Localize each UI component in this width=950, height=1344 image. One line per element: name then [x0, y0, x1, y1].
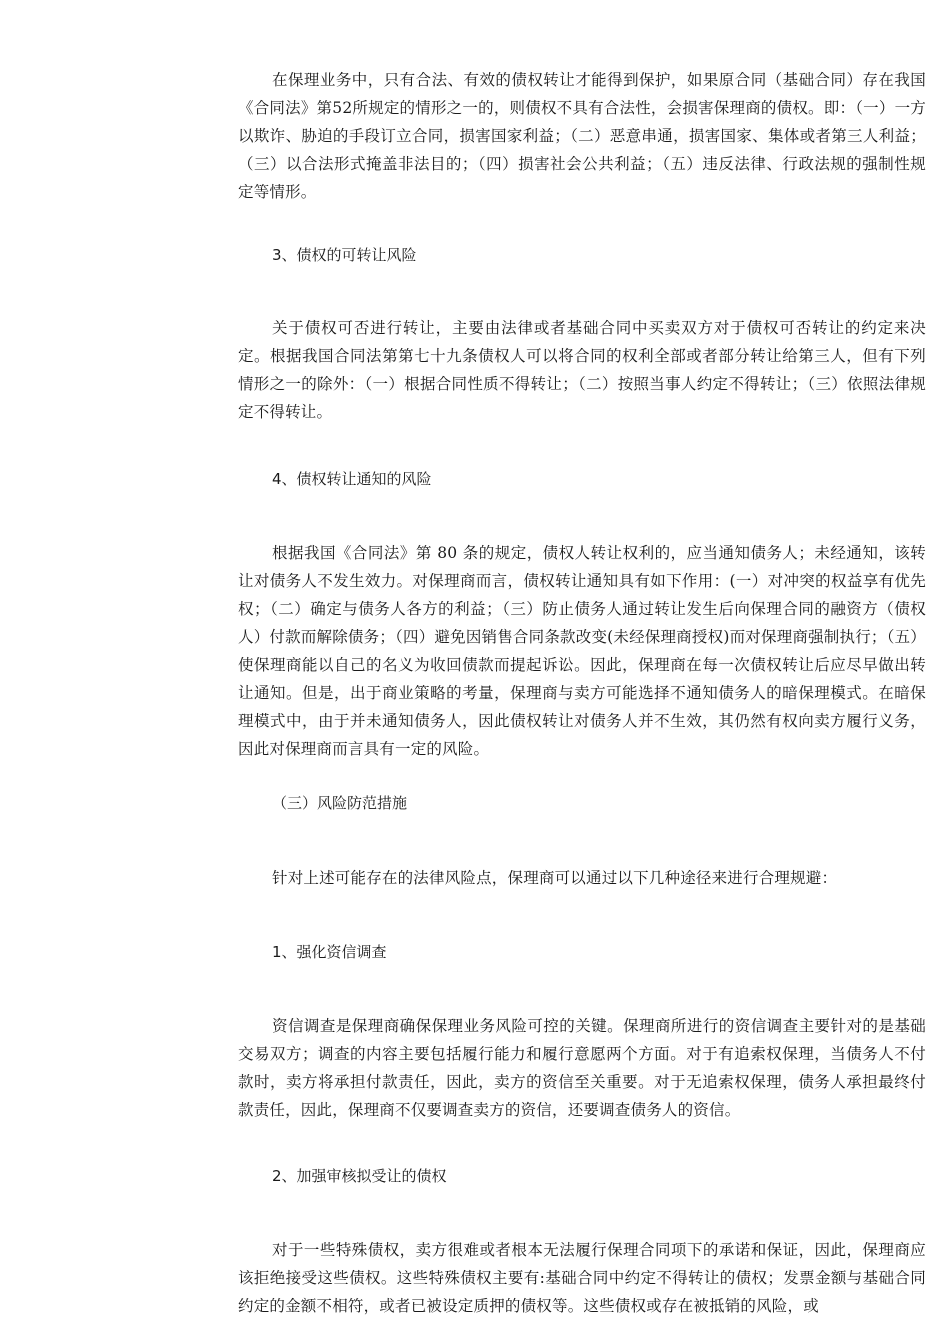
paragraph-review-claims: 对于一些特殊债权，卖方很难或者根本无法履行保理合同项下的承诺和保证，因此，保理商应该拒绝接受这些债权。这些特殊债权主要有:基础合同中约定不得转让的债权；发票金额与基础合同约定的金额不相符，或者已被设定质押的债权等。这些债权或存在被抵销的风险，或 [238, 1241, 926, 1315]
paragraph-legality: 在保理业务中，只有合法、有效的债权转让才能得到保护，如果原合同（基础合同）存在我国《合同法》第52所规定的情形之一的，则债权不具有合法性，会损害保理商的债权。即：（一）一方以欺诈、胁迫的手段订立合同，损害国家利益；（二）恶意串通，损害国家、集体或者第三人利益；（三）以合法形式掩盖非法目的；（四）损害社会公共利益；（五）违反法律、行政法规的强制性规定等情形。 [238, 71, 926, 201]
heading-risk-prevention: （三）风险防范措施 [272, 794, 408, 812]
paragraph-transferability: 关于债权可否进行转让，主要由法律或者基础合同中买卖双方对于债权可否转让的约定来决定。根据我国合同法第第七十九条债权人可以将合同的权利全部或者部分转让给第三人，但有下列情形之一的除外：（一）根据合同性质不得转让；（二）按照当事人约定不得转让；（三）依照法律规定不得转让。 [238, 319, 926, 421]
paragraph-prevention-intro: 针对上述可能存在的法律风险点，保理商可以通过以下几种途径来进行合理规避： [272, 869, 838, 887]
paragraph-notice: 根据我国《合同法》第 80 条的规定，债权人转让权利的，应当通知债务人；未经通知，该转让对债务人不发生效力。对保理商而言，债权转让通知具有如下作用：(一）对冲突的权益享有优先权；（二）确定与债务人各方的利益；（三）防止债务人通过转让发生后向保理合同的融资方（债权人）付款而解除债务；（四）避免因销售合同条款改变(未经保理商授权)而对保理商强制执行；（五）使保理商能以自己的名义为收回债款而提起诉讼。因此，保理商在每一次债权转让后应尽早做出转让通知。但是，出于商业策略的考量，保理商与卖方可能选择不通知债务人的暗保理模式。在暗保理模式中，由于并未通知债务人，因此债权转让对债务人并不生效，其仍然有权向卖方履行义务，因此对保理商而言具有一定的风险。 [238, 544, 926, 758]
heading-credit-investigation: 1、强化资信调查 [272, 943, 387, 961]
paragraph-credit-investigation: 资信调查是保理商确保保理业务风险可控的关键。保理商所进行的资信调查主要针对的是基础交易双方；调查的内容主要包括履行能力和履行意愿两个方面。对于有追索权保理，当债务人不付款时，卖方将承担付款责任，因此，卖方的资信至关重要。对于无追索权保理，债务人承担最终付款责任，因此，保理商不仅要调查卖方的资信，还要调查债务人的资信。 [238, 1017, 926, 1119]
heading-transferability-risk: 3、债权的可转让风险 [272, 246, 417, 264]
heading-notice-risk: 4、债权转让通知的风险 [272, 470, 432, 488]
heading-review-claims: 2、加强审核拟受让的债权 [272, 1167, 447, 1185]
